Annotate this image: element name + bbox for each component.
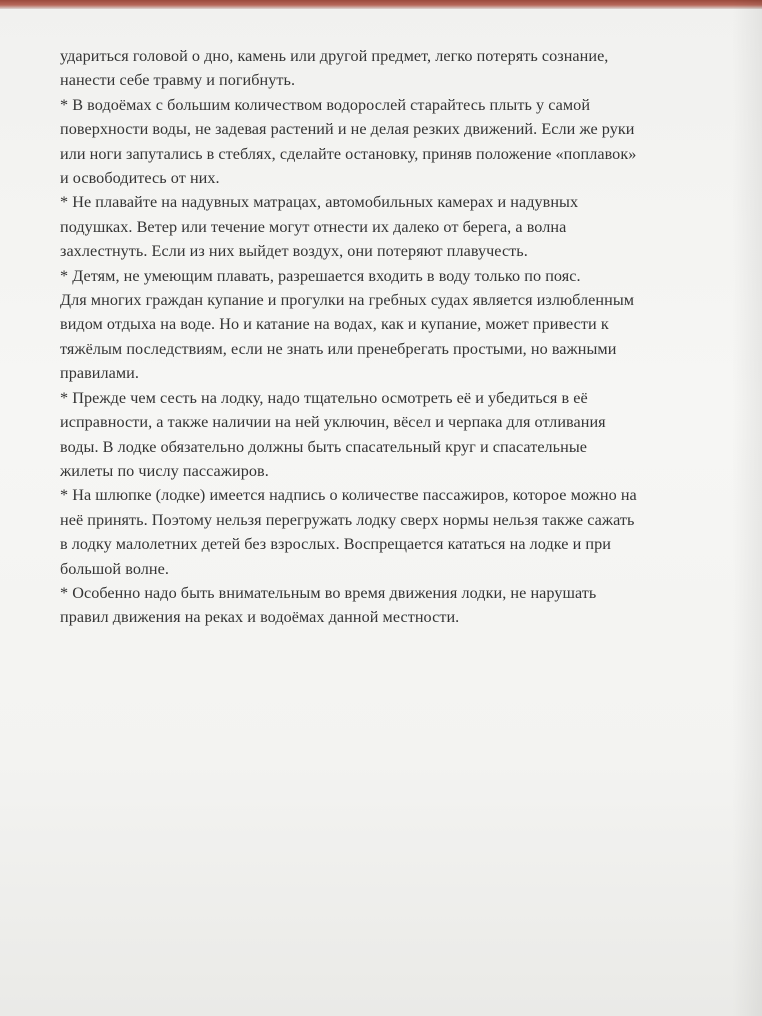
text-line: тяжёлым последствиям, если не знать или пренебрегать простыми, но важными bbox=[60, 339, 617, 358]
text-line: Для многих граждан купание и прогулки на гребных судах является излюбленным bbox=[60, 291, 635, 310]
text-line: поверхности воды, не задевая растений и не делая резких движений. Если же руки bbox=[60, 120, 635, 139]
text-line: нанести себе травму и погибнуть. bbox=[60, 71, 296, 90]
text-line: * Не плавайте на надувных матрацах, автомобильных камерах и надувных bbox=[60, 193, 579, 212]
text-line: большой волне. bbox=[60, 559, 169, 578]
text-line: удариться головой о дно, камень или другой предмет, легко потерять сознание, bbox=[60, 47, 609, 65]
text-line: исправности, а также наличии на ней уключин, вёсел и черпака для отливания bbox=[60, 413, 606, 432]
text-line: и освободитесь от них. bbox=[60, 169, 220, 188]
page-text bbox=[60, 44, 740, 630]
text-line: захлестнуть. Если из них выйдет воздух, они потеряют плавучесть. bbox=[60, 242, 528, 261]
text-line: в лодку малолетних детей без взрослых. Воспрещается кататься на лодке и при bbox=[60, 535, 611, 554]
text-line: * Прежде чем сесть на лодку, надо тщательно осмотреть её и убедиться в её bbox=[60, 388, 588, 407]
table-edge bbox=[0, 0, 762, 9]
text-line: подушках. Ветер или течение могут отнести их далеко от берега, а волна bbox=[60, 217, 567, 236]
text-line: * В водоёмах с большим количеством водорослей старайтесь плыть у самой bbox=[60, 95, 591, 114]
text-line: правил движения на реках и водоёмах данной местности. bbox=[60, 608, 460, 627]
text-line: видом отдыха на воде. Но и катание на водах, как и купание, может привести к bbox=[60, 315, 609, 334]
text-line: * Особенно надо быть внимательным во время движения лодки, не нарушать bbox=[60, 583, 597, 602]
text-line: жилеты по числу пассажиров. bbox=[60, 461, 269, 480]
text-line: воды. В лодке обязательно должны быть спасательный круг и спасательные bbox=[60, 437, 587, 456]
text-line: неё принять. Поэтому нельзя перегружать лодку сверх нормы нельзя также сажать bbox=[60, 510, 635, 529]
text-line: правилами. bbox=[60, 364, 139, 383]
text-line: * Детям, не умеющим плавать, разрешается входить в воду только по пояс. bbox=[60, 266, 581, 285]
text-line: * На шлюпке (лодке) имеется надпись о количестве пассажиров, которое можно на bbox=[60, 486, 637, 505]
text-line: или ноги запутались в стеблях, сделайте остановку, приняв положение «поплавок» bbox=[60, 144, 637, 163]
